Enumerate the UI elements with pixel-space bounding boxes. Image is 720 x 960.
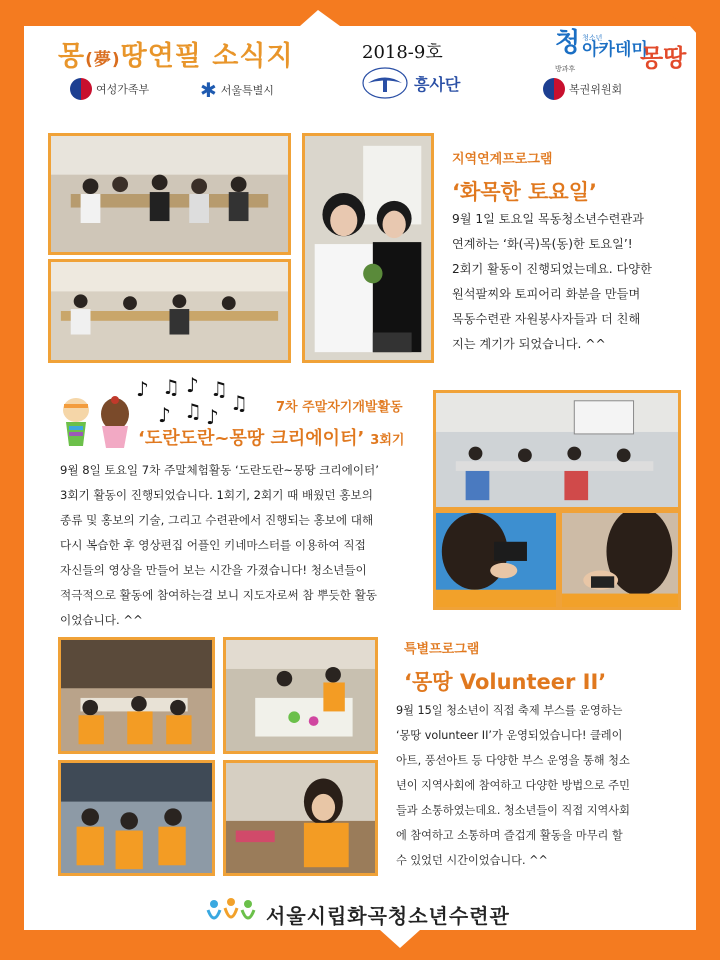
svg-text:♫: ♫ (184, 399, 202, 423)
photo-phone-editing-1 (433, 510, 559, 610)
section2-label: 7차 주말자기개발활동 (276, 400, 403, 415)
eagle-emblem-icon (362, 66, 408, 100)
issue-number: 2018-9호 (362, 42, 443, 63)
sponsor-seoul: ✱ 서울특별시 (200, 78, 274, 102)
youth-center-logo-icon (204, 896, 258, 932)
svg-text:♪: ♪ (206, 405, 219, 429)
svg-text:♫: ♫ (162, 375, 180, 399)
welfare-logo-icon (543, 78, 565, 100)
photo-volunteer-booth-1 (58, 637, 215, 754)
section1-label: 지역연계프로그램 (452, 152, 553, 167)
svg-text:♪: ♪ (136, 377, 149, 401)
mong-ttang-logo: 몽땅 (640, 44, 687, 72)
photo-volunteer-booth-2 (223, 637, 378, 754)
section3-title: ‘몽땅 Volunteer II’ (404, 670, 607, 694)
section3-body: 9월 15일 청소년이 직접 축제 부스를 운영하는 ‘몽땅 volunteer II’가 운영되었습니다! 클레이 아트, 풍선아트 등 다양한 부스 운영을 통해 청소 년이 지역사회에 참여하고 다양한 방법으로 주민 들과 소통하였는데요. 청소년들이 직접 지역사회 에 참여하고 소통하며 즐겁게 활동을 마무리 할 수 있었던 시간이었습니다. ^^ (396, 704, 630, 867)
academy-mark-icon: 청 (555, 28, 581, 58)
org-logo: 흥사단 (362, 66, 460, 100)
footer: 서울시립화곡청소년수련관 (204, 896, 510, 932)
photo-creator-classroom (433, 390, 681, 510)
gender-ministry-logo-icon (70, 78, 92, 100)
svg-text:♪: ♪ (186, 374, 199, 397)
svg-text:♪: ♪ (158, 403, 171, 427)
photo-two-girls-topiary (302, 133, 434, 363)
section1-title: ‘화목한 토요일’ (452, 180, 597, 204)
photo-volunteer-booth-4 (223, 760, 378, 876)
section2-title: ‘도란도란~몽땅 크리에이터’ 3회기 (138, 428, 405, 449)
section1-body: 9월 1일 토요일 목동청소년수련관과 연계하는 ‘화(곡)목(동)한 토요일’! 2회기 활동이 진행되었는데요. 다양한 원석팔찌와 토피어리 화분을 만들며 목동수련관 자원봉사자들과 더 친해 지는 계기가 되었습니다. ^^ (452, 212, 652, 351)
sponsor-gender-ministry: 여성가족부 (70, 78, 149, 100)
photo-saturday-group-1 (48, 133, 291, 255)
section3-label: 특별프로그램 (404, 642, 480, 657)
photo-saturday-group-2 (48, 259, 291, 363)
photo-volunteer-booth-3 (58, 760, 215, 876)
photo-phone-editing-2 (559, 510, 681, 610)
sponsor-welfare: 복권위원회 (543, 78, 622, 100)
svg-text:♫: ♫ (210, 377, 228, 401)
svg-text:♫: ♫ (230, 391, 248, 415)
seoul-logo-icon: ✱ (200, 78, 217, 102)
section2-body: 9월 8일 토요일 7차 주말체험활동 ‘도란도란~몽땅 크리에이터’ 3회기 활동이 진행되었습니다. 1회기, 2회기 때 배웠던 홍보의 종류 및 홍보의 기술, 그리고 수련관에서 진행되는 홍보에 대해 다시 복습한 후 영상편집 어플인 키네마스터를 이용하여 직접 자신들의 영상을 만들어 보는 시간을 가졌습니다! 청소년들이 적극적으로 활동에 참여하는걸 보니 지도자로써 참 뿌듯한 활동 이었습니다. ^^ (60, 463, 379, 627)
academy-logo: 청 청소년 아카데미 방과후 (555, 28, 648, 73)
newsletter-title: 몽(夢)땅연필 소식지 (58, 41, 294, 72)
